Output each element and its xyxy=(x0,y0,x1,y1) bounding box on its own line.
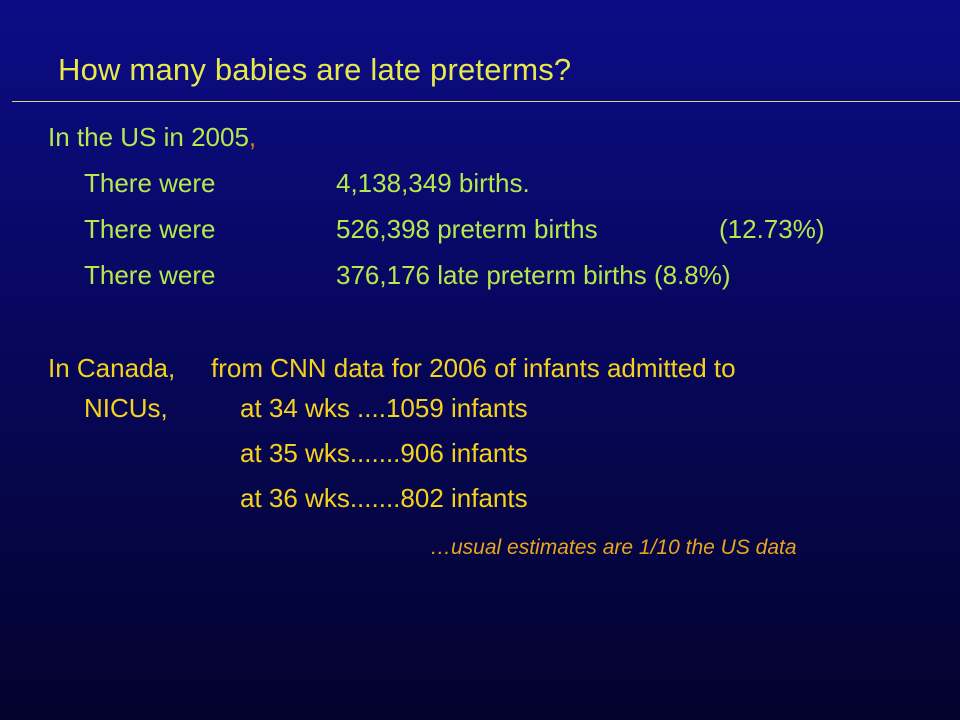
title-divider xyxy=(12,101,960,102)
canada-row-34wks: at 34 wks ....1059 infants xyxy=(240,393,528,423)
us-row-1-label: There were xyxy=(84,168,216,198)
slide-title: How many babies are late preterms? xyxy=(58,52,572,87)
us-row-3-label: There were xyxy=(84,260,216,290)
canada-line-2-prefix: NICUs, xyxy=(84,393,168,423)
us-row-2-value: 526,398 preterm births xyxy=(336,214,598,244)
us-row-1-value: 4,138,349 births. xyxy=(336,168,530,198)
us-heading-punct: , xyxy=(248,122,257,152)
canada-row-35wks: at 35 wks.......906 infants xyxy=(240,438,528,468)
canada-row-36wks: at 36 wks.......802 infants xyxy=(240,483,528,513)
us-row-2-extra: (12.73%) xyxy=(719,214,825,244)
canada-line-1-prefix: In Canada, xyxy=(48,353,176,383)
us-row-3-value: 376,176 late preterm births (8.8%) xyxy=(336,260,731,290)
estimate-note: …usual estimates are 1/10 the US data xyxy=(430,536,797,559)
us-row-2-label: There were xyxy=(84,214,216,244)
us-heading-text: In the US in 2005 xyxy=(48,122,249,152)
us-heading xyxy=(48,124,256,150)
canada-line-1-text: from CNN data for 2006 of infants admitted to xyxy=(211,353,736,383)
